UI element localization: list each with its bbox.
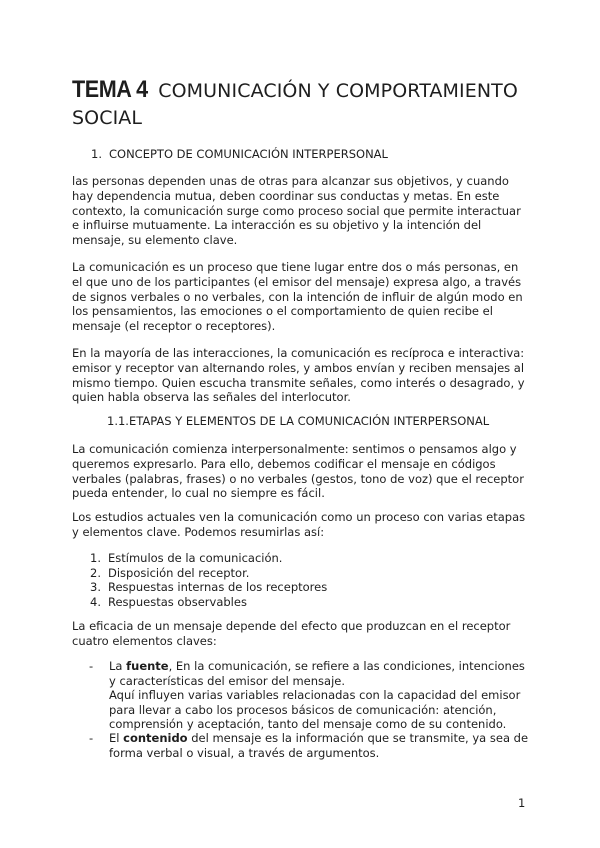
paragraph-1: las personas dependen unas de otras para alcanzar sus objetivos, y cuando hay dependencia mutua, deben coordinar sus conductas y metas. En este contexto, la comunicación surge como proceso social que permite interactuar e influirse mutuamente. La interacción es su objetivo y la intención del mensaje, su elemento clave. [72, 174, 521, 248]
list-item: 2. Disposición del receptor. [90, 565, 250, 580]
paragraph-6: La eficacia de un mensaje depende del efecto que produzcan en el receptor cuatro elementos claves: [72, 619, 511, 648]
bullet-contenido [89, 731, 529, 760]
bullet-text: El contenido del mensaje es la información que se transmite, ya sea de forma verbal o visual, a través de argumentos. [109, 731, 529, 760]
bullet-extra-text: Aquí influyen varias variables relacionadas con la capacidad del emisor para llevar a cabo los procesos básicos de comunicación: atención, comprensión y aceptación, tanto del mensaje como de su contenido. [109, 688, 521, 732]
list-item: 1. Estímulos de la comunicación. [90, 551, 283, 565]
title-tema: TEMA 4 [72, 76, 148, 103]
bullet-dash: - [89, 731, 94, 745]
page-title [72, 76, 542, 132]
bullet-fuente [89, 659, 529, 732]
bullet-text: La fuente, En la comunicación, se refiere a las condiciones, intenciones y características del emisor del mensaje. [109, 659, 525, 688]
section-heading-1 [91, 147, 388, 161]
bullet-dash: - [89, 659, 94, 673]
paragraph-2: La comunicación es un proceso que tiene lugar entre dos o más personas, en el que uno de los participantes (el emisor del mensaje) expresa algo, a través de signos verbales o no verbales, con la intención de influir de algún modo en los pensamientos, las emociones o el comportamiento de quien recibe el mensaje (el receptor o receptores). [72, 260, 523, 334]
list-item: 3. Respuestas internas de los receptores [90, 580, 328, 595]
paragraph-4: La comunicación comienza interpersonalmente: sentimos o pensamos algo y queremos expresarlo. Para ello, debemos codificar el mensaje en códigos verbales (palabras, frases) o no verbales (gestos, tono de voz) que el receptor pueda entender, lo cual no siempre es fácil. [72, 442, 524, 501]
title-text: COMUNICACIÓN Y COMPORTAMIENTO SOCIAL [72, 80, 518, 129]
page-number: 1 [518, 796, 526, 810]
list-item: 4. Respuestas observables [90, 594, 247, 609]
paragraph-5: Los estudios actuales ven la comunicación como un proceso con varias etapas y elementos clave. Podemos resumirlas así: [72, 510, 526, 539]
section-number: 1. [91, 147, 102, 161]
section-title: CONCEPTO DE COMUNICACIÓN INTERPERSONAL [109, 147, 388, 161]
section-heading-2: 1.1.ETAPAS Y ELEMENTOS DE LA COMUNICACIÓN INTERPERSONAL [107, 414, 490, 428]
paragraph-3: En la mayoría de las interacciones, la comunicación es recíproca e interactiva: emisor y receptor van alternando roles, y ambos envían y reciben mensajes al mismo tiempo. Quien escucha transmite señales, como interés o desagrado, y quien habla observa las señales del interlocutor. [72, 346, 525, 405]
stages-list [90, 551, 327, 609]
